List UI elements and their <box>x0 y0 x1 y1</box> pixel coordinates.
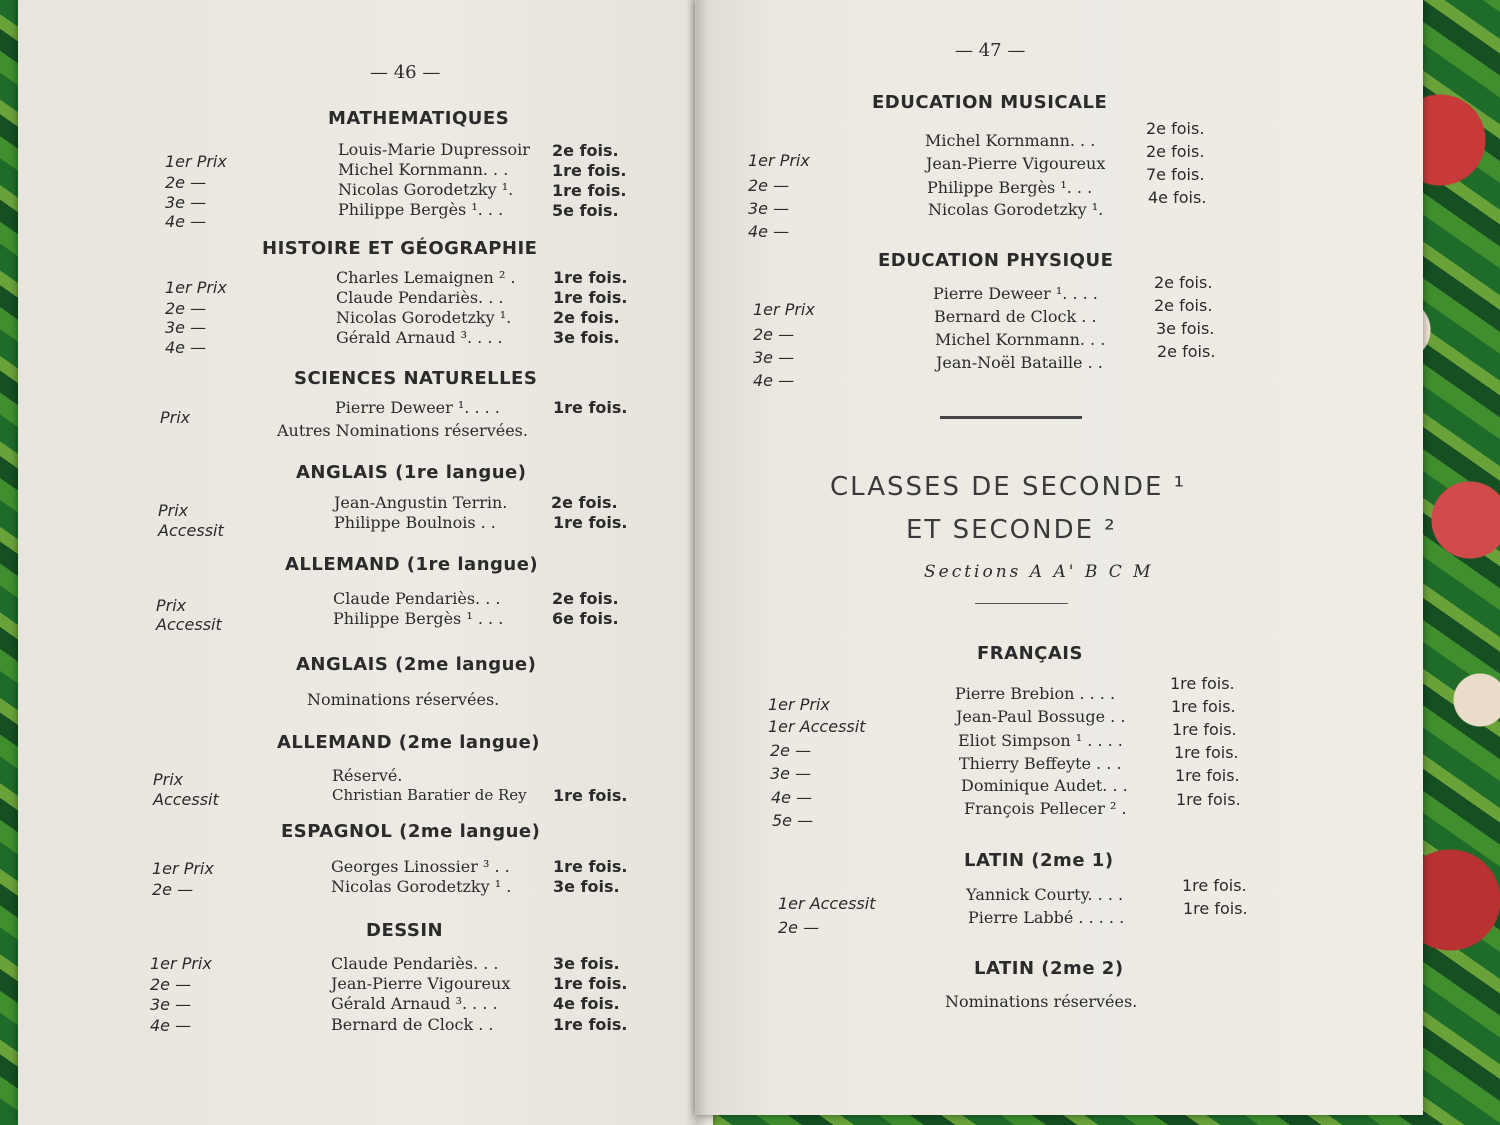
section-note: Nominations réservées. <box>307 690 500 709</box>
section-title-histoire: HISTOIRE ET GÉOGRAPHIE <box>262 238 538 259</box>
student-name: Jean-Angustin Terrin. <box>334 493 508 512</box>
rank: 3e — <box>770 764 812 783</box>
student-name: Nicolas Gorodetzky ¹. <box>338 180 514 199</box>
rank: Accessit <box>158 521 224 540</box>
student-name: Michel Kornmann. . . <box>338 160 509 179</box>
student-name: Claude Pendariès. . . <box>333 589 501 608</box>
times-count: 2e fois. <box>551 493 618 512</box>
times-count: 1re fois. <box>1174 743 1239 762</box>
student-name: Pierre Deweer ¹. . . . <box>933 284 1098 303</box>
times-count: 1re fois. <box>1171 697 1236 716</box>
rank: 1er Prix <box>753 300 815 319</box>
student-name: François Pellecer ² . <box>964 799 1127 818</box>
times-count: 1re fois. <box>553 288 628 307</box>
rank: 2e — <box>753 325 795 344</box>
rank: 5e — <box>772 811 814 830</box>
student-name: Eliot Simpson ¹ . . . . <box>958 731 1123 750</box>
times-count: 1re fois. <box>553 974 628 993</box>
rank: 3e — <box>753 348 795 367</box>
rank: 2e — <box>150 975 192 994</box>
section-title-latin-2: LATIN (2me 2) <box>974 958 1124 979</box>
class-title-line-2: ET SECONDE ² <box>906 515 1117 545</box>
student-name: Jean-Paul Bossuge . . <box>956 707 1126 726</box>
rank: 1er Prix <box>768 695 830 714</box>
times-count: 1re fois. <box>553 857 628 876</box>
student-name: Christian Baratier de Rey <box>332 786 527 804</box>
student-name: Philippe Bergès ¹ . . . <box>333 609 504 628</box>
rank: 1er Accessit <box>768 717 866 736</box>
section-title-allemand-1: ALLEMAND (1re langue) <box>285 554 539 575</box>
section-note: Nominations réservées. <box>945 992 1138 1011</box>
rank: Prix <box>160 408 191 427</box>
student-name: Louis-Marie Dupressoir <box>338 140 530 159</box>
times-count: 5e fois. <box>552 201 619 220</box>
rank: 4e — <box>753 371 795 390</box>
times-count: 3e fois. <box>553 954 620 973</box>
class-sections: Sections A A' B C M <box>924 562 1154 582</box>
times-count: 1re fois. <box>553 513 628 532</box>
rank: 4e — <box>771 788 813 807</box>
rank: 4e — <box>150 1016 192 1035</box>
times-count: 7e fois. <box>1146 165 1205 184</box>
times-count: 1re fois. <box>1183 899 1248 918</box>
student-name: Claude Pendariès. . . <box>331 954 499 973</box>
section-title-education-musicale: EDUCATION MUSICALE <box>872 92 1108 113</box>
student-name: Dominique Audet. . . <box>961 776 1128 795</box>
rank: 3e — <box>165 193 207 212</box>
rank: 1er Prix <box>150 954 212 973</box>
times-count: 2e fois. <box>1146 142 1205 161</box>
section-title-francais: FRANÇAIS <box>977 643 1083 664</box>
rank: 2e — <box>165 173 207 192</box>
rank: Prix <box>153 770 184 789</box>
section-title-education-physique: EDUCATION PHYSIQUE <box>878 250 1114 271</box>
divider-rule-small <box>975 603 1068 604</box>
section-title-latin-1: LATIN (2me 1) <box>964 850 1114 871</box>
class-title-line-1: CLASSES DE SECONDE ¹ <box>830 472 1187 502</box>
student-name: Nicolas Gorodetzky ¹. <box>928 200 1104 219</box>
student-name: Charles Lemaignen ² . <box>336 268 516 287</box>
times-count: 4e fois. <box>553 994 620 1013</box>
rank: 2e — <box>778 918 820 937</box>
times-count: 2e fois. <box>1146 119 1205 138</box>
times-count: 2e fois. <box>552 141 619 160</box>
student-name: Gérald Arnaud ³. . . . <box>336 328 503 347</box>
section-title-allemand-2: ALLEMAND (2me langue) <box>277 732 541 753</box>
rank: Prix <box>158 501 189 520</box>
rank: 3e — <box>150 995 192 1014</box>
times-count: 3e fois. <box>1156 319 1215 338</box>
times-count: 3e fois. <box>553 328 620 347</box>
student-name: Philippe Boulnois . . <box>334 513 496 532</box>
times-count: 1re fois. <box>553 268 628 287</box>
section-title-dessin: DESSIN <box>366 920 444 941</box>
student-name: Philippe Bergès ¹. . . <box>338 200 504 219</box>
section-title-anglais-1: ANGLAIS (1re langue) <box>296 462 527 483</box>
student-name: Gérald Arnaud ³. . . . <box>331 994 498 1013</box>
student-name: Pierre Deweer ¹. . . . <box>335 398 500 417</box>
student-name: Nicolas Gorodetzky ¹. <box>336 308 512 327</box>
student-name: Bernard de Clock . . <box>934 307 1097 326</box>
times-count: 2e fois. <box>1157 342 1216 361</box>
rank: Accessit <box>153 790 219 809</box>
student-name: Pierre Brebion . . . . <box>955 684 1116 703</box>
times-count: 1re fois. <box>1170 674 1235 693</box>
student-name: Bernard de Clock . . <box>331 1015 494 1034</box>
times-count: 1re fois. <box>553 398 628 417</box>
student-name: Thierry Beffeyte . . . <box>959 754 1122 773</box>
student-name: Nicolas Gorodetzky ¹ . <box>331 877 512 896</box>
student-name: Michel Kornmann. . . <box>925 131 1096 150</box>
rank: Accessit <box>156 615 222 634</box>
rank: 1er Accessit <box>778 894 876 913</box>
rank: Prix <box>156 596 187 615</box>
times-count: 1re fois. <box>1175 766 1240 785</box>
times-count: 1re fois. <box>553 786 628 805</box>
section-note: Autres Nominations réservées. <box>277 421 528 440</box>
student-name: Michel Kornmann. . . <box>935 330 1106 349</box>
section-title-mathematiques: MATHEMATIQUES <box>328 108 510 129</box>
book-gutter <box>686 0 708 1125</box>
student-name: Philippe Bergès ¹. . . <box>927 178 1093 197</box>
student-name: Réservé. <box>332 766 403 785</box>
page-number-left: — 46 — <box>370 62 441 83</box>
times-count: 2e fois. <box>1154 296 1213 315</box>
times-count: 1re fois. <box>1182 876 1247 895</box>
times-count: 1re fois. <box>1172 720 1237 739</box>
rank: 2e — <box>748 176 790 195</box>
student-name: Yannick Courty. . . . <box>966 885 1124 904</box>
page-number-right: — 47 — <box>955 40 1026 61</box>
rank: 1er Prix <box>165 152 227 171</box>
section-title-sciences: SCIENCES NATURELLES <box>294 368 538 389</box>
rank: 2e — <box>165 299 207 318</box>
rank: 3e — <box>748 199 790 218</box>
rank: 2e — <box>770 741 812 760</box>
rank: 1er Prix <box>165 278 227 297</box>
student-name: Jean-Pierre Vigoureux <box>926 154 1106 173</box>
rank: 2e — <box>152 880 194 899</box>
rank: 1er Prix <box>748 151 810 170</box>
times-count: 1re fois. <box>1176 790 1241 809</box>
rank: 4e — <box>165 212 207 231</box>
student-name: Claude Pendariès. . . <box>336 288 504 307</box>
divider-rule <box>940 416 1082 419</box>
times-count: 6e fois. <box>552 609 619 628</box>
student-name: Jean-Pierre Vigoureux <box>331 974 511 993</box>
times-count: 3e fois. <box>553 877 620 896</box>
times-count: 2e fois. <box>552 589 619 608</box>
times-count: 2e fois. <box>1154 273 1213 292</box>
student-name: Georges Linossier ³ . . <box>331 857 510 876</box>
times-count: 2e fois. <box>553 308 620 327</box>
times-count: 4e fois. <box>1148 188 1207 207</box>
section-title-anglais-2: ANGLAIS (2me langue) <box>296 654 537 675</box>
rank: 3e — <box>165 318 207 337</box>
student-name: Pierre Labbé . . . . . <box>968 908 1125 927</box>
section-title-espagnol: ESPAGNOL (2me langue) <box>281 821 541 842</box>
times-count: 1re fois. <box>552 181 627 200</box>
times-count: 1re fois. <box>552 161 627 180</box>
rank: 4e — <box>165 338 207 357</box>
student-name: Jean-Noël Bataille . . <box>936 353 1103 372</box>
rank: 4e — <box>748 222 790 241</box>
rank: 1er Prix <box>152 859 214 878</box>
times-count: 1re fois. <box>553 1015 628 1034</box>
